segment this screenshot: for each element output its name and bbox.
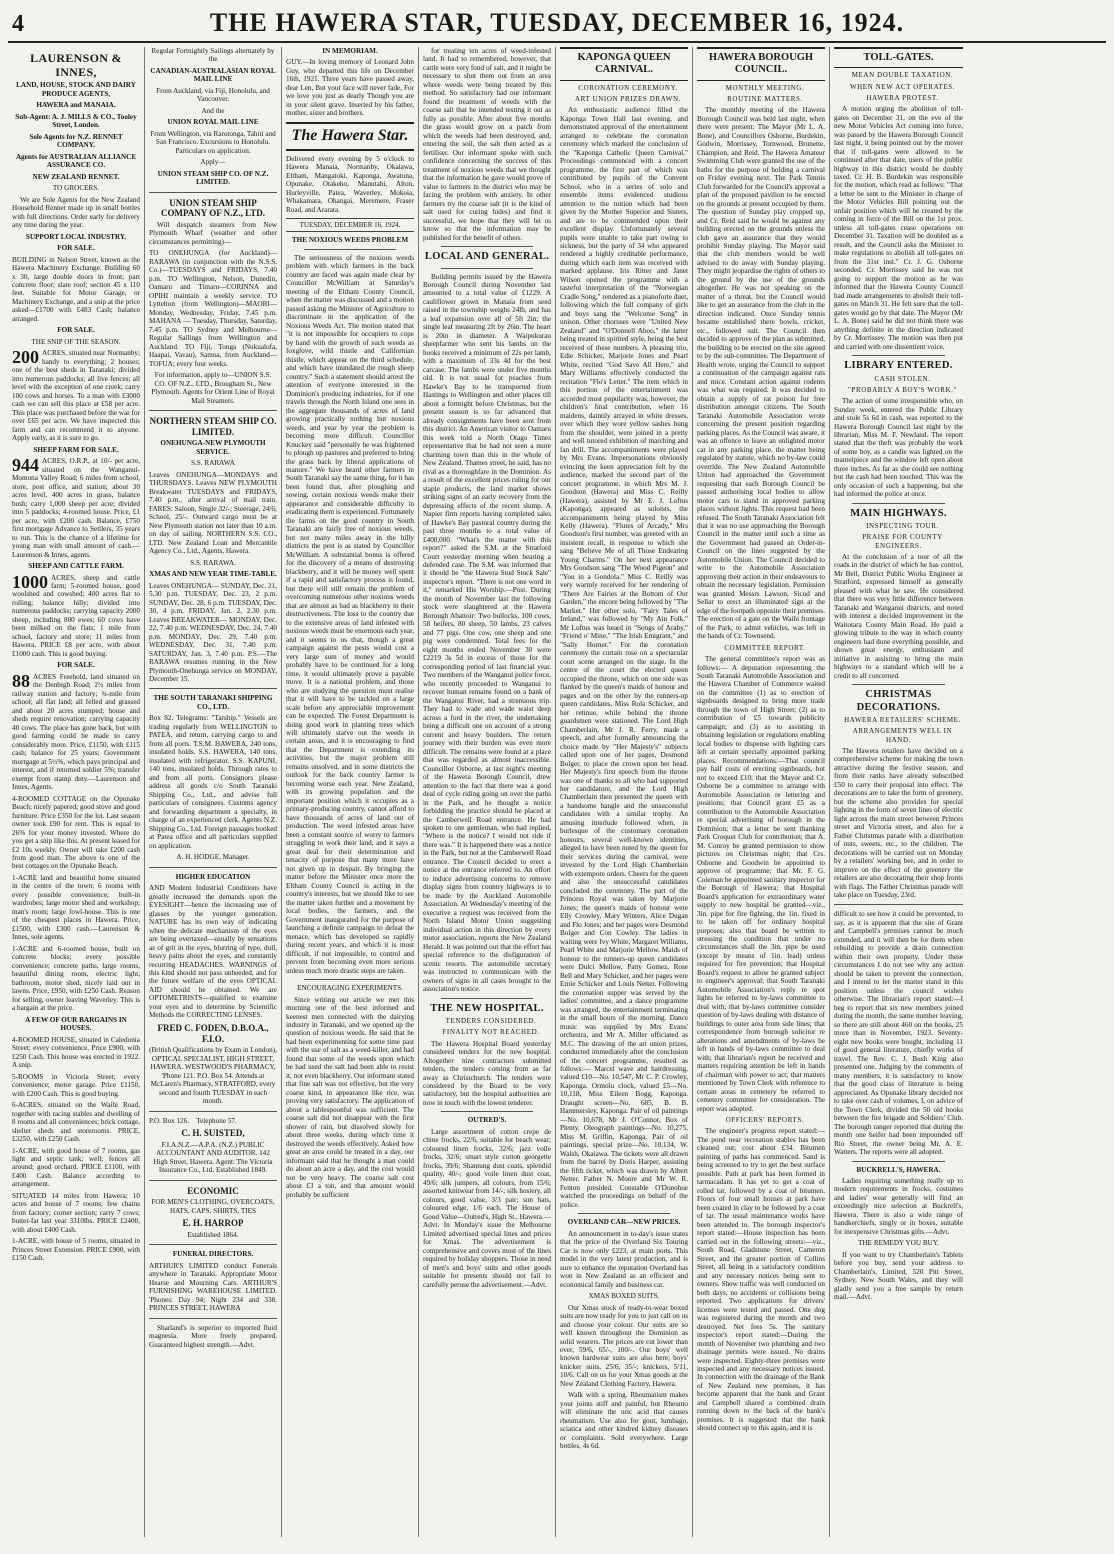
funeral-text: ARTHUR'S LIMITED conduct Funerals anywhere in Taranaki. Appropriate Motor Hearse and Mourning Cars. ARTHUR'S FURNISHING WAREHOUSE LIMITED. 'Phones: Day 94; Night 234 and 338. PRINCES STREET, HAWERA <box>149 1261 277 1313</box>
christmas-heading: CHRISTMAS DECORATIONS. <box>856 689 941 713</box>
newspaper-title: THE HAWERA STAR, TUESDAY, DECEMBER 16, 1924. <box>209 8 905 37</box>
xmas-suits-heading: XMAS BOXED SUITS. <box>588 1292 660 1301</box>
buckrell-heading: BUCKRELL'S, HAWERA. <box>856 1165 941 1174</box>
union-co: UNION STEAM SHIP CO. OF N.Z. LIMITED. <box>157 169 269 187</box>
acre-count: 1000 <box>12 571 48 592</box>
in-memoriam-heading: IN MEMORIAM. <box>322 47 378 55</box>
foden-heading: FRED C. FODEN, D.B.O.A., F.I.O. <box>157 1022 269 1044</box>
acre-count: 944 <box>12 455 39 476</box>
star-delivery: Delivered every evening by 5 o'clock to Hawera Manaia, Normanby, Okaiawa, Eltham, Mangatoki, Kaponga, Awatuna, Opunake, Otakeho, Manutahi, Alton, Hurleyville, Patea, Waverley, Mokoia, Whakamara, Ohangai, Meremere, Fraser Road, and Ararata. <box>286 154 414 214</box>
northern-steam-ship-heading: NORTHERN STEAM SHIP CO. LIMITED. <box>149 416 277 437</box>
for-sale-heading: FOR SALE. <box>57 326 95 335</box>
higher-education-text: AND Modern Industrial Conditions have greatly increased the demands upon the EYESIGHT—hence the increasing use of glasses by the younger generation. NATURE has its own way of indicating when the delicate mechanism of the eyes are being overtaxed—usually by sensations as of grit in the eyes, blurring of type, dull, heavy pains about the eyes, and constantly recurring HEADACHES. WARNINGS of this kind should not pass unheeded, and for the future welfare of the eyes OPTICAL AID should be obtained. We are OPTOMETRISTS—qualified to examine your eyes and to determine by Scientific Methods the CORRECTING LENSES. <box>149 884 277 1020</box>
stsc-text: Box 82. Telegrams: "Tarship." Vessels are trading regularly from WELLINGTON to PATEA, and return, carrying cargo to and from all ports. T.S.M. HAWERA, 240 tons, insulated holds. S.S. HAWERA, 140 tons, insulated with refrigerator. S.S. KAPUNI, 140 tons, insulated holds. Through rates to and from all ports. Consignors please address all goods c/o South Taranaki Shipping Co., Ltd., and advise full particulars of consignees. Customs agency and forwarding department a specialty, in charge of an experienced clerk. Agents N.Z. Shipping Co., Ltd. Foreign passages booked at Patea office and all particulars supplied on application. <box>149 714 277 850</box>
column-6: HAWERA BOROUGH COUNCIL. MONTHLY MEETING. ROUTINE MATTERS. The monthly meeting of the Hawera Borough Council was held last night, when there were present: The Mayor (Mr L. A. Bone), and Councillors Osborne, Burdekin, Godwin, Morrissey, Tornwood, Brunette, Champion, and Reid. The Hawera Amateur Swimming Club were granted the use of the baths for the purpose of holding a carnival on Friday evening next. The Park Tennis Club forwarded for the Council's approval a plan of the proposed pavilion to be erected on the grounds at present occupied by them. The question of Sunday play cropped up, and Cr. Reid said he would be against any building erected on the grounds unless the club gave an assurance that they would prohibit Sunday playing. The Mayor said that the club members would be well advised to do away with Sunday playing. They might jeopardise the rights of others to the ground by the use of the grounds altogether. He was not speaking on the matter of a threat, but the Council would like to get an assurance from the club in the direction indicated. Once Sunday tennis became established there bowls, cricket, etc., followed suit. The Council then decided to approve of the plan as submitted, the building to be erected on the site agreed to by the sub-committee. The Department of Health wrote, urging the Council to support a continuation of the campaign against rats and mice. Constant action against rodents was what was required. It was decided to obtain a supply of rat poison for free distribution amongst citizens. The South Taranaki Automobile Association wrote concerning the present position regarding parking places. As the Council was aware, it was an offence to leave an unlighted motor car in any parking place, the matter being regulated by statute, which no by-law could override. The New Zealand Automobile Union had approached the Government requesting that each Borough Council be passed authorising local bodies to allow motor cars to stand in approved parking places without lights. This request had been refused. The South Taranaki Association felt that it was no use approaching the Borough Council in the matter until such a time as the Government had passed an Order-in-Council on the lines suggested by the Automobile Union. The Council decided to write to the Automobile Association approving their action in their endeavours to obtain the necessary legislation. Permission was granted Messrs Lawson, Sicod and Sellar to erect an illuminated sign at the edge of the footpath opposite their premises. The erection of a gate on the Waihi frontage of the Park, to admit vehicles, was left in the hands of Cr. Townsend. COMMITTEE REPORT. The general committee's report was as follows:— A deputation representing the South Taranaki Automobile Association and the Hawera Chamber of Commerce waited on the committee (1) as to erection of signboards designed to bring more trade through the town of High Street; (2) as to contribution of £5 towards publicity campaign; and (3) as to assisting in obtaining legislation or regulations enabling local bodies to dispense with lighting cars left at certain specially appointed parking places. Recommendations:—That council pay half costs of erecting signboards, but not to exceed £10; that the Mayor and Cr. Osborne be a committee to arrange with Automobile Association re lettering and positions; that Council grant £5 as a contribution to the Automobile Association re special advertising of borough in the Dominion; that a letter be sent thanking Park Croquet Club for contribution; that A. M. Conroy be granted permission to show pictures on Christmas night; that Crs. Osborne and Goodwin be appointed to approve of programme; that Mr. F. G. Coleman be appointed sanitary inspector for the Borough of Hawera; that Hospital Board's application for extraordinary water supply to new hospital be granted—viz., 3in. pipe for fire fighting, the 1in. fixed in to be taken off for ordinary hospital purposes; also that board be written to stressing the condition that under no circumstances shall the 3in. pipe be used (except by means of 1in. lead) unless required for fire prevention; that Hospital Board's request to allow he granted subject to engineer's approval; that South Taranaki Automobile Association's reply re spot lights be referred to by-laws committee to deal with; that by-laws committee consider question of by-laws dealing with distance of buildings to outer area from side lines; that correspondence from borough solicitor re alterations and amendments of by-laws be left in hands of by-laws committee to deal with; that librarian's report be received and matters requiring attention be left in hands of chairman with power to act; that matters mentioned by Town Clerk with reference to certain areas in cemetery be referred to cemetery committee for consideration. The report was adopted. OFFICERS' REPORTS. The engineer's progress report stated:—The pond near recreation stables has been cleaned out; cost about £34. Bitumen painting of paths has commenced. Sand is being screened to try to get the best surface possible. Path at park has been formed in tarmacadam. It has yet to get a coat of rolled tar, followed by a coat of bitumen. Floors of four small houses at park have been coated in clay to be followed by a coat of tar. The usual maintenance works have been attended to. The borough inspector's report stated:—House inspection has been carried out in the following streets:—viz., South Road, Gladstone Street, Cameron Street, and the greater portion of Collins Street, all being in a satisfactory condition and any necessary notices being sent to owners. Show traffic was well conducted on both days, no accidents or collisions being reported. Two applications for drivers' licenses were tested and passed. One dog was registered during the month and two destroyed. Net fees 5s. The sanitary inspector's report stated:—During the month of November two plumbing and two drainage permits were issued. No drains were inspected. Eighty-three premises were inspected and any necessary notices issued. In connection with the drainage of the Bank of New Zealand new premises, it has become apparent that the bank and Grant and Campbell shared a combined drain running down to the back of the bank's premises. It is suggested that the bank should connect up to this again, and it is <box>693 47 830 1537</box>
outreds-advt: Large assortment of cotton crepe de chine frocks, 22/6, suitable for beach wear; coloured linen frocks, 32/6; jazz voile frocks, 32/6; smart style cotton georgette frocks, 39/6; Shantung dust coats, splendid quality, 40/-; good voile linen dust coat, 49/6; silk jumpers, all colours, from 15/6; assorted knitwear from 14/-; silk hosiery, all colours, good value, 3/3 pair; sun hats, coloured edge, 1/6 each. The House of Good Value—Outred's, High St., Hawera.—Advt. In Monday's issue the Melbourne Limited advertised special lines and prices for Xmas. The advertisement is comprehensive and covers most of the lines required by holiday shoppers. Those in need of men's and boys' suits and other goods suitable for presents should not fail to carefully peruse the advertisement.—Advt. <box>423 1127 551 1289</box>
acre-count: 200 <box>12 347 39 368</box>
officers-report-continued: difficult to see how it could be prevented, to say, as it is apparent that the site of Grant and Campbell's premises cannot be much extended, and it will then be for them when rebuilding to provide a drain connection within their own property. Under these circumstances I do not see why any action should be taken to prevent the connection, and I intend to let the matter stand in this position unless the council wishes otherwise. The librarian's report stated:—I beg to report that six new members joined during the month, the same number leaving, so there are still about 460 on the books, 25 more than in November, 1923. Seventy-eight new books were bought, including 11 of good general literature, chiefly works of travel. The Rev. C. J. Bush King also presented one. Judging by the comments of many members, it is satisfactory to know that the good class of literature is being appreciated. As Opunake library decided not to take over cash of volumes, I, on advice of the Town Clerk, divided the 50 old books between the fire brigade and Soldiers' Club. The borough ranger reported that during the month one heifer had been impounded off Rio Street, the owner being Mr. A. E. Watters. The reports were all adopted. <box>834 910 963 1157</box>
higher-education-heading: HIGHER EDUCATION <box>175 872 251 881</box>
masthead <box>8 8 1106 43</box>
union-royal-line: UNION ROYAL MAIL LINE <box>167 118 259 127</box>
listing-88-acres: 88 ACRES Freehold, land situated on the Denbigh Road; 2½ miles from railway station and factory; ¾-mile from school; all flat land; all felled and grassed and about 20 acres stumped; house and sheds require renovation; carrying capacity 40 cows. The place has gone back, but with good farming could be made to carry considerably more. Price, £1150, with £115 cash; balance for 25 years; Government mortgage at 5½%, which pays principal and interest, and if returned soldier 5%; transfer exempt from stamp duty.—Laurenson and Innes, Agents. <box>12 670 140 792</box>
for-sale-heading: FOR SALE. <box>57 244 95 253</box>
listing-944-acres: 944 ACRES, O.R.P., at 10/- per acre, situated on the Wanganui-Momona Valley Road; 6 miles from school, store, post office, and station; about 30 acres level, 400 acres in grass, balance bush; carry 1,000 sheep per acre; divided into 5 paddocks; 4-roomed house. Price, £1 per acre, with £200 cash. Balance, £750 first mortgage Advance to Settlers, 35 years to run. This is the chance of a lifetime for young man with small amount of cash.—Laurenson & Innes, agents. <box>12 455 140 559</box>
committee-report: The general committee's report was as follows:— A deputation representing the South Taranaki Automobile Association and the Hawera Chamber of Commerce waited on the committee (1) as to erection of signboards designed to bring more trade through the town of High Street; (2) as to contribution of £5 towards publicity campaign; and (3) as to assisting in obtaining legislation or regulations enabling local bodies to dispense with lighting cars left at certain specially appointed parking places. Recommendations:—That council pay half costs of erecting signboards, but not to exceed £10; that the Mayor and Cr. Osborne be a committee to arrange with Automobile Association re lettering and positions; that Council grant £5 as a contribution to the Automobile Association re special advertising of borough in the Dominion; that a letter be sent thanking Park Croquet Club for contribution; that A. M. Conroy be granted permission to show pictures on Christmas night; that Crs. Osborne and Goodwin be appointed to approve of programme; that Mr. F. G. Coleman be appointed sanitary inspector for the Borough of Hawera; that Hospital Board's application for extraordinary water supply to new hospital be granted—viz., 3in. pipe for fire fighting, the 1in. fixed in to be taken off for ordinary hospital purposes; also that board be written to stressing the condition that under no circumstances shall the 3in. pipe be used (except by means of 1in. lead) unless required for fire prevention; that Hospital Board's request to allow he granted subject to engineer's approval; that South Taranaki Automobile Association's reply re spot lights be referred to by-laws committee to deal with; that by-laws committee consider question of by-laws dealing with distance of buildings to outer area from side lines; that correspondence from borough solicitor re alterations and amendments of by-laws be left in hands of by-laws committee to deal with; that librarian's report be received and matters requiring attention be left in hands of chairman with power to act; that matters mentioned by Town Clerk with reference to certain areas in cemetery be referred to cemetery committee for consideration. The report was adopted. <box>697 655 825 1113</box>
listing-house: 6-ACRES, situated on the Waihi Road, together with racing stables and dwelling of 8 rooms and all conveniences; brick cottage, shelter sheds and storerooms. PRICE, £3250, with £250 Cash. <box>12 1101 140 1144</box>
kaponga-article: An enthusiastic audience filled the Kaponga Town Hall last evening, and demonstrated approval of the entertainment arranged to celebrate the coronation ceremony which marked the conclusion of the "Kaponga Catholic Queen Carnival." Proceedings commenced with a concert programme, the first part of which was contributed by pupils of the Convent School, who in a series of solo and ensemble items evidenced studious attention to the tuition which had been given by the Mother Superior and Sisters, and are to be commended upon their excellent display. Unfortunately several pupils were unable to take part owing to sickness, but the party of 34 who appeared rendered a highly creditable performance, during which each item was received with marked applause. Iris Ritter and Janet Wilson opened the programme with a tasteful interpretation of the "Norwegian Cradle Song," rendered as a pianoforte duet, following which the full company of girls and boys sang the "Welcome Song" in unison. Other choruses were "United New Zealand" and "O'Donnell Aboo," the latter being treated in spirited style, being the best received of these numbers. A pleasing trio, Edie Schicker, Marjorie Jones and Pearl White, recited "God Save All Here," and Mary Williams effectively conducted the recitation "Flo's Letter." The item which in this portion of the entertainment was accorded most popularity was, however, the children's final contribution, when 16 maidens, daintily arrayed in white dresses, over which they wore yellow sashes hung from the shoulder, were joined in a pretty and well tutored exhibition of marching and fan drill. The accompaniments were played by Mrs Evans. Impersonations obviously evincing the keen appreciation felt by the audience, marked the second part of the concert programme, in which Mrs M. J. Goodson (Hawera) and Miss C. Reilly (Hawera), assisted by Mr E. J. Loftus (Kaponga), appeared as soloists, the accompaniments being played by Miss Kelly (Hawera). "Flutes of Arcady," Mrs Goodson's first number, was greeted with an insistent recall, in response to which she sang "Believe Me of all Those Endearing Young Charms." On her next appearance Mrs Goodson sang "The Wood Pigeon" and "You in a Gondola." Miss C. Reilly was very warmly received for her rendering of "There Are Fairies at the Bottom of Our Garden," the encore being followed by "The Market." Her other solo, "Fairy Tales of Ireland," was followed by "My Ain Folk." Mr Loftus was heard in "Songs of Araby," "Friend o' Mine," "The Irish Emigrant," and "Sally Horner." For the coronation ceremony the curtain rose on a spectacular court scene arranged on the stage. In the centre of the court the elected queen occupied the throne, which on one side was flanked by the queen's maids of honour and pages and on the other by the runners-up queen candidates, Miss Rola Schicker, and her retinue, while behind the throne guardsmen were stationed. The Lord High Chamberlain, Mr J. R. Ferry, made a speech, and after formally announcing the choice made by "Her Majesty's" subjects called upon one of her pages, Desmond Bolger, to place the crown upon her head. Her Majesty's first speech from the throne was one of thanks to all who had supported her candidature, and the Lord High Chamberlain then presented the queen with a handsome bangle and the unsuccessful candidates with a similar trophy. An amusing interlude followed when, in burlesque of the customary coronation honours, several well-known identities, alleged to have been noted by the queen for their services during the carnival, were invested by the Lord High Chamberlain with extempore orders. Cheers for the queen and also the unsuccessful candidates concluded the ceremony. The part of the Princess Royal was taken by Marjorie Jones; the queen's maids of honour were Elly Crowley, Mary Winters, Alice Dugan and Flo Jones; and her pages were Desmond Bolger and Con Cowley. The ladies in waiting were Ivy White, Margaret Williams, Pearl White and Marjorie Mellow. Maids of honour to the runners-up queen candidates were Dulci Mellow, Patty Gomez, Rose Bell and Mary Schicker, and her pages were Ernie Schicker and Louis Netter. Following the coronation supper was served by the ladies' committee, and a dance programme was arranged, the entertainment terminating in the small hours of the morning. Dance music was supplied by Mrs Evans' orchestra, and Mr A. Miller officiated as M.C. The drawing of the art union prizes, conducted immediately after the conclusion of the concert programme, resulted as follows:— Marcel wave and hairdressing, valued £10—No. 10,547, Mr C. P. Crowley, Kaponga. Ormolu clock, valued £5—No. 10,118, Miss Eileen Bogg, Kaponga. Draught screen—No. 685, B. B. Hammersley, Kaponga. Pair of oil paintings—No. 10,678, Mr J. O'Connor, Box of Plenty. Oleograph paintings—No. 10,275, Miss M. Griffin, Kaponga. Pair of oil paintings, special prize—No. 10,134, W. Walsh, Okaiawa. The tickets were all drawn from the barrel by Doris Harper, assisting the fifth ticket, which was drawn by Albert Netter. Father N. Moore and Mr W. R. Fenton presided. Constable O'Donohue watched the proceedings on behalf of the police. <box>560 106 688 1209</box>
christmas-article: The Hawera retailers have decided on a comprehensive scheme for making the town attractive during the festive season, and from their ranks have already subscribed £50 to carry their proposal into effect. The decorations are to take the form of greenery, but the scheme also provides for special lighting in the form of seven lines of electric light across the main street between Princes street and Victoria street, and also for a Father Christmas parade with a distribution of nuts, sweets, etc., to the children. The decorations will be carried out on Monday by a retailers' working bee, and in order to improve on the effect of the greenery the retailers are also decorating their shop fronts with flags. The Father Christmas parade will take place on Tuesday, 23rd. <box>834 746 963 899</box>
column-1 <box>8 47 145 1537</box>
listing-acre-house: 1-ACRE and 6-roomed house, built on concrete blocks; every possible convenience; concrete paths, large rooms, beautiful dining room, electric light, bathroom, motor shed, nicely laid out in lawns. Price, £950, with £250 Cash. Reason for selling, owner leaving Waverley. This is a bargain at the price. <box>12 944 140 1013</box>
foden-text: (British Qualifications by Exam in London), OPTICAL SPECIALIST, HIGH STREET, HAWERA. WESTWOOD'S PHARMACY, 'Phone 121. P.O. Box 54. Attends at McLaren's Pharmacy, STRATFORD, every second and fourth TUESDAY in each month. <box>149 1046 277 1106</box>
page-number: 4 <box>12 11 24 37</box>
weeds-continued: for treating ten acres of weed-infested land. It had to remembered, however, that cattle were very fond of salt, and it might be necessary to shut them out from an area where weeds were being treated by this method. So satisfactory had our informant found the treatment of weeds with the coarse salt that he intended testing it out as fully as possible. After about five months the grass would grow on a patch from which the weeds had been destroyed, and, entering the soil, the salt then acted as a fertiliser. Our informant spoke with such confidence concerning the success of this treatment of noxious weeds that we thought that the information he gave would prove of value to farmers in the district who may be facing the problem with anxiety. In other farmers try the coarse salt (it is the kind of salt used for curing hides) and find it successful, we hope that they will let us know so that the information may be published for the benefit of others. <box>423 47 551 242</box>
weeds-heading: THE NOXIOUS WEEDS PROBLEM <box>291 236 409 245</box>
column-5: KAPONGA QUEEN CARNIVAL. CORONATION CEREMONY. ART UNION PRIZES DRAWN. An enthusiastic audience filled the Kaponga Town Hall last evening, and demonstrated approval of the entertainment arranged to celebrate the coronation ceremony which marked the conclusion of the "Kaponga Catholic Queen Carnival." Proceedings commenced with a concert programme, the first part of which was contributed by pupils of the Convent School, who in a series of solo and ensemble items evidenced studious attention to the tuition which had been given by the Mother Superior and Sisters, and are to be commended upon their excellent display. Unfortunately several pupils were unable to take part owing to sickness, but the party of 34 who appeared rendered a highly creditable performance, during which each item was received with marked applause. Iris Ritter and Janet Wilson opened the programme with a tasteful interpretation of the "Norwegian Cradle Song," rendered as a pianoforte duet, following which the full company of girls and boys sang the "Welcome Song" in unison. Other choruses were "United New Zealand" and "O'Donnell Aboo," the latter being treated in spirited style, being the best received of these numbers. A pleasing trio, Edie Schicker, Marjorie Jones and Pearl White, recited "God Save All Here," and Mary Williams effectively conducted the recitation "Flo's Letter." The item which in this portion of the entertainment was accorded most popularity was, however, the children's final contribution, when 16 maidens, daintily arrayed in white dresses, over which they wore yellow sashes hung from the shoulder, were joined in a pretty and well tutored exhibition of marching and fan drill. The accompaniments were played by Mrs Evans. Impersonations obviously evincing the keen appreciation felt by the audience, marked the second part of the concert programme, in which Mrs M. J. Goodson (Hawera) and Miss C. Reilly (Hawera), assisted by Mr E. J. Loftus (Kaponga), appeared as soloists, the accompaniments being played by Miss Kelly (Hawera). "Flutes of Arcady," Mrs Goodson's first number, was greeted with an insistent recall, in response to which she sang "Believe Me of all Those Endearing Young Charms." On her next appearance Mrs Goodson sang "The Wood Pigeon" and "You in a Gondola." Miss C. Reilly was very warmly received for her rendering of "There Are Fairies at the Bottom of Our Garden," the encore being followed by "The Market." Her other solo, "Fairy Tales of Ireland," was followed by "My Ain Folk." Mr Loftus was heard in "Songs of Araby," "Friend o' Mine," "The Irish Emigrant," and "Sally Horner." For the coronation ceremony the curtain rose on a spectacular court scene arranged on the stage. In the centre of the court the elected queen occupied the throne, which on one side was flanked by the queen's maids of honour and pages and on the other by the runners-up queen candidates, Miss Rola Schicker, and her retinue, while behind the throne guardsmen were stationed. The Lord High Chamberlain, Mr J. R. Ferry, made a speech, and after formally announcing the choice made by "Her Majesty's" subjects called upon one of her pages, Desmond Bolger, to place the crown upon her head. Her Majesty's first speech from the throne was one of thanks to all who had supported her candidature, and the Lord High Chamberlain then presented the queen with a handsome bangle and the unsuccessful candidates with a similar trophy. An amusing interlude followed when, in burlesque of the customary coronation honours, several well-known identities, alleged to have been noted by the queen for their services during the carnival, were invested by the Lord High Chamberlain with extempore orders. Cheers for the queen and also the unsuccessful candidates concluded the ceremony. The part of the Princess Royal was taken by Marjorie Jones; the queen's maids of honour were Elly Crowley, Mary Winters, Alice Dugan and Flo Jones; and her pages were Desmond Bolger and Con Cowley. The ladies in waiting were Ivy White, Margaret Williams, Pearl White and Marjorie Mellow. Maids of honour to the runners-up queen candidates were Dulci Mellow, Patty Gomez, Rose Bell and Mary Schicker, and her pages were Ernie Schicker and Louis Netter. Following the coronation supper was served by the ladies' committee, and a dance programme was arranged, the entertainment terminating in the small hours of the morning. Dance music was supplied by Mrs Evans' orchestra, and Mr A. Miller officiated as M.C. The drawing of the art union prizes, conducted immediately after the conclusion of the concert programme, resulted as follows:— Marcel wave and hairdressing, valued £10—No. 10,547, Mr C. P. Crowley, Kaponga. Ormolu clock, valued £5—No. 10,118, Miss Eileen Bogg, Kaponga. Draught screen—No. 685, B. B. Hammersley, Kaponga. Pair of oil paintings—No. 10,678, Mr J. O'Connor, Box of Plenty. Oleograph paintings—No. 10,275, Miss M. Griffin, Kaponga. Pair of oil paintings, special prize—No. 10,134, W. Walsh, Okaiawa. The tickets were all drawn from the barrel by Doris Harper, assisting the fifth ticket, which was drawn by Albert Netter. Father N. Moore and Mr W. R. Fenton presided. Constable O'Donohue watched the proceedings on behalf of the police. OVERLAND CAR—NEW PRICES. An announcement in to-day's issue states that the price of the Overland Six Touring Car is now only £223, at main ports. This model in the very latest production, and is sure to enhance the reputation Overland has won in New Zealand as an efficient and economical family and business car. XMAS BOXED SUITS. Our Xmas stock of ready-to-wear boxed suits are now ready for you to just call on us and choose your colour. Our suits are so well known throughout the Dominion as solid wearers. The prices are cut lower than ever, 59/6, 65/-, 100/-. Our boys' well known hardwear suits are also here; boys' knicker suits, 25/6, 35/-; knickers, 5/11, 10/6. Call on us for your Xmas goods at the New Zealand Clothing Factory, Hawera. Walk with a spring. Rheumatism makes your joints stiff and painful, but Rheumo will eliminate the uric acid that causes rheumatism. Use also for gout, lumbago, sciatica and other kindred kidney diseases or complaints. Sold everywhere. Large bottles, 4s 6d. <box>556 47 693 1537</box>
xmas-timetable: Leaves ONEHUNGA— SUNDAY, Dec. 21, 5.30 p.m. TUESDAY, Dec. 23, 2 p.m. SUNDAY, Dec. 28, 6 p.m. TUESDAY, Dec. 30, 4 p.m. FRIDAY, Jan. 2, 2.30 p.m. Leaves BREAKWATER— MONDAY, Dec. 22, 7.40 p.m. WEDNESDAY, Dec. 24, 7.40 p.m. MONDAY, Dec. 29, 7.40 p.m. WEDNESDAY, Dec. 31, 7.40 p.m. SATURDAY, Jan. 3, 7.40 p.m. P.S.—The RARAWA resumes running in the New Plymouth-Onehunga service on MONDAY, December 15. <box>149 581 277 683</box>
south-taranaki-heading: THE SOUTH TARANAKI SHIPPING CO., LTD. <box>153 694 273 711</box>
building-listing: BUILDING in Nelson Street, known as the Hawera Machinery Exchange. Building 60 x 30, large double doors in front; part concrete floor; slate roof; section 45 x 110 feet. Suitable for Motor Garage, or Machinery Exchange, and a snip at the price asked—£1700 with £483 Cash; balance arranged. <box>12 255 140 323</box>
canadian-text: From Auckland, via Fiji, Honolulu, and Vancouver. <box>156 86 270 104</box>
hodge-manager: A. H. HODGE, Manager. <box>176 853 250 862</box>
library-article: The action of some irresponsible who, on Sunday week, entered the Public Library and stole 5s 6d in cash, was reported to the Hawera Borough Council last night by the librarian, Miss M. F. Newland. The report stated that the theft was probably the work of some boy, as a candle was lighted on the mantelpiece and the window left open about three inches. As far as she could see nothing but the cash had been touched. This was the only occasion of such a happening, but she had informed the police at once. <box>834 397 963 499</box>
toll-gates-heading: TOLL-GATES. <box>834 47 963 68</box>
sheep-cattle-heading: SHEEP AND CATTLE FARM. <box>28 562 124 571</box>
highways-heading: MAIN HIGHWAYS. <box>850 507 947 519</box>
column-7: TOLL-GATES. MEAN DOUBLE TAXATION. WHEN NEW ACT OPERATES. HAWERA PROTEST. A motion urging the abolition of toll-gates on December 31, on the eve of the new Motor Vehicles Act coming into force, was passed by the Hawera Borough Council last night, it being pointed out by the mover that if toll-gates were allowed to be continued after that date, users of the public highway in this district would be doubly taxed. Cr. H. B. Burdekin was responsible for the motion, which read as follows: "That a letter be sent to the Minister in charge of the Motor Vehicles Bill pointing out the unfair position which will be created by the coming in force of the Bill on the 1st prox. unless all toll-gates cease operations on December 31. Taxation will be doubled as a result, and the Council asks the Minister to make regulations to abolish all toll-gates on from the 31st inst." Cr. J. G. Osborne seconded. Cr. Morrissey said he was not going to support the motion as he was informed that the Hawera County Council had made arrangements to abolish their toll-gates on March 31. He felt sure that the toll-gates would go by that date. The Mayor (Mr L. A. Bone) said he did not think there was anything definite in the direction indicated by Cr. Morrissey. The motion was then put and carried with one dissentient voice. LIBRARY ENTERED. CASH STOLEN. "PROBABLY A BOY'S WORK." The action of some irresponsible who, on Sunday week, entered the Public Library and stole 5s 6d in cash, was reported to the Hawera Borough Council last night by the librarian, Miss M. F. Newland. The report stated that the theft was probably the work of some boy, as a candle was lighted on the mantelpiece and the window left open about three inches. As far as she could see nothing but the cash had been touched. This was the only occasion of such a happening, but she had informed the police at once. MAIN HIGHWAYS. INSPECTING TOUR. PRAISE FOR COUNTY ENGINEERS. At the conclusion of a tour of all the roads in the district of which he has control, Mr Bell, District Public Works Engineer at Stratford, expressed himself as generally pleased with what he saw. He considered that there was very little difference between Taranaki and Wanganui districts, and noted with interest a decided improvement in the Waitotara County Main Road. He paid a glowing tribute to the way in which county engineers had done everything possible, and shown great energy, enthusiasm and initiative in assisting to bring the main highways to a standard which will be a credit to all concerned. CHRISTMAS DECORATIONS. HAWERA RETAILERS' SCHEME. ARRANGEMENTS WELL IN HAND. The Hawera retailers have decided on a comprehensive scheme for making the town attractive during the festive season, and from their ranks have already subscribed £50 to carry their proposal into effect. The decorations are to take the form of greenery, but the scheme also provides for special lighting in the form of seven lines of electric light across the main street between Princes street and Victoria street, and also for a Father Christmas parade with a distribution of nuts, sweets, etc., to the children. The decorations will be carried out on Monday by a retailers' working bee, and in order to improve on the effect of the greenery the retailers are also decorating their shop fronts with flags. The Father Christmas parade will take place on Tuesday, 23rd. difficult to see how it could be prevented, to say, as it is apparent that the site of Grant and Campbell's premises cannot be much extended, and it will then be for them when rebuilding to provide a drain connection within their own property. Under these circumstances I do not see why any action should be taken to prevent the connection, and I intend to let the matter stand in this position unless the council wishes otherwise. The librarian's report stated:—I beg to report that six new members joined during the month, the same number leaving, so there are still about 460 on the books, 25 more than in November, 1923. Seventy-eight new books were bought, including 11 of good general literature, chiefly works of travel. The Rev. C. J. Bush King also presented one. Judging by the comments of many members, it is satisfactory to know that the good class of literature is being appreciated. As Opunake library decided not to take over cash of volumes, I, on advice of the Town Clerk, divided the 50 old books between the fire brigade and Soldiers' Club. The borough ranger reported that during the month one heifer had been impounded off Rio Street, the owner being Mr. A. E. Watters. The reports were all adopted. BUCKRELL'S, HAWERA. Ladies requiring something really up to modern requirements in frocks, costumes and ladies' wear generally will find an exceedingly nice selection at Buckrell's, Hawera. There is also a wide range of handkerchiefs, singly or in boxes, suitable for inexpensive Christmas gifts.—Advt. THE REMEDY YOU BUY. If you want to try Chamberlain's Tablets before you buy, send your address to Chamberlain's, Limited, 520 Pitt Street, Sydney, New South Wales, and they will gladly send you a free sample by return mail.—Advt. <box>830 47 967 1537</box>
committee-heading: COMMITTEE REPORT. <box>724 643 806 652</box>
star-title: The Hawera Star. <box>286 122 414 151</box>
nz-rennet: NEW ZEALAND RENNET. <box>32 172 120 181</box>
columns <box>8 47 1106 1537</box>
listing-1000-acres: 1000 ACRES, sheep and cattle farm; 5-roomed house, good woolshed and cowshed; 400 acres flat to rolling; balance hilly; divided into numerous paddocks; carrying capacity 2000 sheep, including 800 ewes; 60 cows have been milked on the flats; 1 mile from school, factory and store; 11 miles from Hawera. PRICE £8 per acre, with about £1000 cash. This is good buying. <box>12 571 140 658</box>
officers-heading: OFFICERS' REPORTS. <box>725 1116 805 1125</box>
new-hospital-article: The Hawera Hospital Board yesterday considered tenders for the new hospital. Altogether nine contractors submitted tenders, the tenders coming from as far away as Christchurch. The tenders were considered by the Board to be very satisfactory, but the hospital authorities are now in touch with the lowest tenderer. <box>423 1039 551 1107</box>
xmas-suits-advt: Our Xmas stock of ready-to-wear boxed suits are now ready for you to just call on us and choose your colour. Our suits are so well known throughout the Dominion as solid wearers. The prices are cut lower than ever, 59/6, 65/-, 100/-. Our boys' well known hardwear suits are also here; boys' knicker suits, 25/6, 35/-; knickers, 5/11, 10/6. Call on us for your Xmas goods at the New Zealand Clothing Factory, Hawera. <box>560 1303 688 1388</box>
usc-text: Will despatch steamers from New Plymouth Wharf (weather and other circumstances permitting)— <box>149 221 277 246</box>
newspaper-page <box>8 8 1106 1538</box>
weeds-article: The seriousness of the noxious weeds problem with which farmers in the back country are faced was again made clear by Councillor McWilliam at Saturday's meeting of the Eltham County Council, when the matter was discussed and a motion passed asking the Minister of Agriculture to discriminate in the application of the Noxious Weeds Act. The motion stated that "it is not impossible for occupiers to cope by hand with the growth of such weeds as foxglove, wild thistle and Californian thistle, which appear on the third schedule, and which have inundated the rough sheep country." Such a statement should arrest the attention of everyone interested in the Dominion's producing industries, for if one travels through the North Island one sees in the aggregate thousands of acres of land growing practically nothing but noxious weeds, and year by year the problem is becoming more difficult. Councillor Knuckey said "personally he was frightened to plough up pastures and preferred to bring the grass back by liberal applications of manure." We have heard other farmers in South Taranaki say the same thing, for it has been found that, after ploughing and sowing, certain noxious weeds make their appearance and considerable difficulty in eradicating them is experienced. Fortunately the farms on the good country in South Taranaki are fairly free of noxious weeds, but not many miles away in the hilly districts the pest is as stated by Councillor McWilliam. A substantial bonus is offered for the discovery of a means of destroying blackberry, and it will be money well spent if a rapid and satisfactory process is found, but there will still remain the problem of overcoming numerous other noxious weeds that are almost as bad as blackberry in their destructiveness. The loss to the country due to the extensive areas of land infested with noxious weeds must be enormous each year, and it seems to us that, though a great campaign against the pests would cost a very large sum of money and would probably have to be continued for a long time, it would ultimately prove a payable move. It is a national problem, and those who are studying the question must realise that it will have to be tackled on a large scale before any appreciable improvement can be expected. The Forest Department is doing good work in planting trees which will ultimately starve out the weeds in certain areas, and it is encouraging to find that the Department is extending its activities, but the major problem still remains unsolved, and in some districts the outlook for the back country farmer is becoming worse each year. New Zealand, with its growing population and the important position which it occupies as a primary-producing country, cannot afford to have thousands of acres of land out of production. The weed infested areas have been a constant source of worry to farmers struggling to work their land, and it says a great deal for their determination and tenacity of purpose that many more have not given up in despair. By bringing the matter before the Minister once more the Eltham County Council is acting in the country's interests, but we should like to see the matter taken further and a movement by local bodies, the farmers, and the Government inaugurated for the purpose of launching a definite campaign to defeat the menace, which has developed so rapidly during recent years, and which it is most difficult, if not impossible, to control and prevent from becoming even more serious unless much more drastic steps are taken. <box>286 253 414 975</box>
buckrell-advt: Ladies requiring something really up to modern requirements in frocks, costumes and ladies' wear generally will find an exceedingly nice selection at Buckrell's, Hawera. There is also a wide range of handkerchiefs, singly or in boxes, suitable for inexpensive Christmas gifts.—Advt. <box>834 1177 963 1236</box>
suisted-text: F.I.A.N.Z.—A.P.A. (N.Z.) PUBLIC ACCOUNTANT AND AUDITOR. 142 High Street, Hawera. Agent: The Victoria Insurance Co., Ltd. Established 1849. <box>153 1140 273 1175</box>
kaponga-heading: KAPONGA QUEEN CARNIVAL. <box>560 47 688 81</box>
sub-agent: Sub-Agent: A. J. MILLS & CO., Tooley Street, London. <box>15 112 137 130</box>
usc-info: For information, apply to—UNION S.S. CO. OF N.Z., LTD., Brougham St., New Plymouth. Agents for Orient Line of Royal Mail Steamers. <box>151 371 275 405</box>
local-general-heading: LOCAL AND GENERAL. <box>424 251 550 263</box>
to-grocers: TO GROCERS. <box>52 184 100 193</box>
column-4: for treating ten acres of weed-infested land. It had to remembered, however, that cattle were very fond of salt, and it might be necessary to shut them out from an area where weeds were being treated by this method. So satisfactory had our informant found the treatment of weeds with the coarse salt that he intended testing it out as fully as possible. After about five months the grass would grow on a patch from which the weeds had been destroyed, and, entering the soil, the salt then acted as a fertiliser. Our informant spoke with such confidence concerning the success of this treatment of noxious weeds that we thought that the information he gave would prove of value to farmers in the district who may be facing the problem with anxiety. In other farmers try the coarse salt (it is the kind of salt used for curing hides) and find it successful, we hope that they will let us know so that the information may be published for the benefit of others. LOCAL AND GENERAL. Building permits issued by the Hawera Borough Council during November last amounted to a total value of £1229. A cauliflower grown in Manaia from seed raised in the township weighs 24lb, and has a leaf expansion over all of 5ft 2in; the single leaf measuring 2ft by 26in. The heart is 20in in diameter. A Waipukurau sheepfarmer who sent his lambs on the hooks received a minimum of 22s per lamb, with a maximum of 33s 4d for the best carcase. The lambs were under five months old. It is not usual for peaches from Hawke's Bay to be transported from Hastings to Wellington and other places till about a fortnight before Christmas, but the present season is so far advanced that already consignments have been sent from this district. An American visitor to Oamaru this week told a North Otago Times representative that he had not seen a more charming town than this in the whole of New Zealand. Thames street, he said, has no rival as a thoroughfare in the Dominion. As a result of the excellent prices ruling for our staple products, the land market shows striking signs of an early recovery from the depressing effects of the recent slump. A Napier firm reports having completed sales of Hawke's Bay pastoral country during the past three months to a total value of £400,000. "What's the matter with this report?" asked the S.M. at the Stratford Court yesterday morning when hearing a defended case. The S.M. was informed that it should be "the Hawera Stud Stock Sale" inspector's report. "There is not one word in it," remarked His Worship.—Post. During the month of November last the following stock were slaughtered at the Hawera Borough Abattoir: Two bullocks, 100 cows, 58 heifers, 80 sheep, 50 lambs, 23 calves and 77 pigs. One cow, one sheep and one pig were condemned. Total fees for the eight months ended November 30 were £2219 3s 5d in excess of those for the corresponding period of last financial year. Two members of the Wanganui police force, who recently proceeded to Wanganui to recover human remains found on a bank of the Wanganui River, had a strenuous trip. They had to wade and wade waist deep across a ford in the river, the undertaking being a difficult one on account of a strong current and heavy boulders. The return journey with their burden was even more difficult. The remains were found at a place that was regarded as almost inaccessible. Councillor Osborne, at last night's meeting of the Hawera Borough Council, drew attention to the fact that there was a good deal of cycle riding going on over the paths in the Park, and he thought a notice forbidding the practice should be placed at the Camberwell Road entrance. He had spoken to one gentleman, who had replied, "Where is the notice? I would not ride if there was." It is happened there was a notice in the Park, but not at the Camberwell Road entrance. The Council decided to erect a notice at the entrance referred to. An effort to induce advertising concerns to remove display signs from country highways is to be made by the Auckland Automobile Association. At Wednesday's meeting of the executive a request was received from the North Island Motor Union suggesting individual action in this direction by every motor association, reports the New Zealand Herald. It was pointed out that the effort has special reference to the disfiguration of scenic resorts. The automobile secretary was instructed to communicate with the owners of signs in all cases brought to the association's notice. THE NEW HOSPITAL. TENDERS CONSIDERED. FINALITY NOT REACHED. The Hawera Hospital Board yesterday considered tenders for the new hospital. Altogether nine contractors submitted tenders, the tenders coming from as far away as Christchurch. The tenders were considered by the Board to be very satisfactory, but the hospital authorities are now in touch with the lowest tenderer. OUTRED'S. Large assortment of cotton crepe de chine frocks, 22/6, suitable for beach wear; coloured linen frocks, 32/6; jazz voile frocks, 32/6; smart style cotton georgette frocks, 39/6; Shantung dust coats, splendid quality, 40/-; good voile linen dust coat, 49/6; silk jumpers, all colours, from 15/6; assorted knitwear from 14/-; silk hosiery, all colours, good value, 3/3 pair; sun hats, coloured edge, 1/6 each. The House of Good Value—Outred's, High St., Hawera.—Advt. In Monday's issue the Melbourne Limited advertised special lines and prices for Xmas. The advertisement is comprehensive and covers most of the lines required by holiday shoppers. Those in need of men's and boys' suits and other goods suitable for presents should not fail to carefully peruse the advertisement.—Advt. <box>419 47 556 1537</box>
rennet-text: We are Sole Agents for the New Zealand Household Rennet made up in small bottles with full directions. Order early for delivery any time during the year. <box>12 195 140 230</box>
firm-name: LAURENSON & INNES, <box>30 51 122 80</box>
in-memoriam-text: GUY.—In loving memory of Leonard John Guy, who departed this life on December 16th, 1921. Three years have passed away, dear Len, But your face will never fade, For we love you just as dearly Though you are in your silent grave. Inserted by his father, mother, sister and brothers. <box>286 58 414 118</box>
listing-cottage: 4-ROOMED COTTAGE on the Opunake Beach; nicely papered; good stove and good furniture. Price £350 for the lot. Last season owner took £90 for rent. This is equal to 26% for your money invested. Where do you get a snip like this. At present leased for £2 10s weekly. Owner will take £200 cash from good man. The above is one of the best cottages on the Opunake Beach. <box>12 794 140 871</box>
canadian-line: CANADIAN-AUSTRALASIAN ROYAL MAIL LINE <box>150 66 276 84</box>
snip-heading: THE SNIP OF THE SEASON. <box>31 337 121 346</box>
listing-house: 1-ACRE, with house of 5 rooms, situated in Princes Street Extension. PRICE £900, with £150 Cash. <box>12 1237 140 1263</box>
encouraging-article: Since writing our article we met this morning one of the best informed and keenest men connected with the dairying industry in Taranaki, and we opened up the question of noxious weeds. He said that he had been experimenting for some time past with the use of salt as a weed-killer, and had found that some of the weeds upon which he had used the salt had been able to resist it, not even blackberry. Our informant stated that fine salt was not effective, but the very coarse kind, in appearance like rice, was proving very satisfactory. The application of about a tablespoonful was sufficient. The coarse salt did not disappear with the first shower of rain, but dissolved slowly for about three weeks, during which time it destroyed the weeds effectively. Asked how great an area could be treated in a day, our informant said that he thought a man could do about an acre a day, and the cost would not be very heavy. The coarse salt cost about £3 a ton, and that amount would probably be sufficient <box>286 995 414 1199</box>
firm-lines: LAND, HOUSE, STOCK AND DAIRY PRODUCE AGENTS, <box>16 81 136 98</box>
officers-report: The engineer's progress report stated:—The pond near recreation stables has been cleaned out; cost about £34. Bitumen painting of paths has commenced. Sand is being screened to try to get the best surface possible. Path at park has been formed in tarmacadam. It has yet to get a coat of rolled tar, followed by a coat of bitumen. Floors of four small houses at park have been coated in clay to be followed by a coat of tar. The usual maintenance works have been attended to. The borough inspector's report stated:—House inspection has been carried out in the following streets:—viz., South Road, Gladstone Street, Cameron Street, and the greater portion of Collins Street, all being in a satisfactory condition and any necessary notices being sent to owners. Show traffic was well conducted on both days, no accidents or collisions being reported. Two applications for drivers' licenses were tested and passed. One dog was registered during the month and two destroyed. Net fees 5s. The sanitary inspector's report stated:—During the month of November two plumbing and two drainage permits were issued. No drains were inspected. Eighty-three premises were inspected and any necessary notices issued. In connection with the drainage of the Bank of New Zealand new premises, it has become apparent that the bank and Grant and Campbell shared a combined drain running down to the back of the bank's premises. It is suggested that the bank should connect up to this again, and it is <box>697 1127 825 1433</box>
library-heading: LIBRARY ENTERED. <box>844 360 953 372</box>
firm-place: HAWERA and MANAIA. <box>36 101 116 110</box>
column-3 <box>282 47 419 1537</box>
dateline: TUESDAY, DECEMBER 16, 1924. <box>286 218 414 232</box>
xmas-timetable-heading: XMAS AND NEW YEAR TIME-TABLE. <box>149 570 277 579</box>
outreds-heading: OUTRED'S. <box>467 1116 507 1125</box>
encouraging-heading: ENCOURAGING EXPERIMENTS. <box>297 984 403 993</box>
listing-200-acres: 200 ACRES, situated near Normanby; handy to everything; 2 houses; one of the best sheds in Taranaki; divided into numerous paddocks; all live fences; all level with the exception of one creek; carry 100 cows and horses. To a man with £3000 cash we can sell this place at £58 per acre. This place was purchased before the war for over £65 per acre. We have inspected this farm and can recommend it to anyone. Apply early, as it is sure to go. <box>12 347 140 443</box>
acre-count: 88 <box>12 670 30 691</box>
toll-gates-article: A motion urging the abolition of toll-gates on December 31, on the eve of the new Motor Vehicles Act coming into force, was passed by the Hawera Borough Council last night, it being pointed out by the mover that if toll-gates were allowed to be continued after that date, users of the public highway in this district would be doubly taxed. Cr. H. B. Burdekin was responsible for the motion, which read as follows: "That a letter be sent to the Minister in charge of the Motor Vehicles Bill pointing out the unfair position which will be created by the coming in force of the Bill on the 1st prox. unless all toll-gates cease operations on December 31. Taxation will be doubled as a result, and the Council asks the Minister to make regulations to abolish all toll-gates on from the 31st inst." Cr. J. G. Osborne seconded. Cr. Morrissey said he was not going to support the motion as he was informed that the Hawera County Council had made arrangements to abolish their toll-gates on March 31. He felt sure that the toll-gates would go by that date. The Mayor (Mr L. A. Bone) said he did not think there was anything definite in the direction indicated by Cr. Morrissey. The motion was then put and carried with one dissentient voice. <box>834 105 963 351</box>
local-general-article: Building permits issued by the Hawera Borough Council during November last amounted to a total value of £1229. A cauliflower grown in Manaia from seed raised in the township weighs 24lb, and has a leaf expansion over all of 5ft 2in; the single leaf measuring 2ft by 26in. The heart is 20in in diameter. A Waipukurau sheepfarmer who sent his lambs on the hooks received a minimum of 22s per lamb, with a maximum of 33s 4d for the best carcase. The lambs were under five months old. It is not usual for peaches from Hawke's Bay to be transported from Hastings to Wellington and other places till about a fortnight before Christmas, but the present season is so far advanced that already consignments have been sent from this district. An American visitor to Oamaru this week told a North Otago Times representative that he had not seen a more charming town than this in the whole of New Zealand. Thames street, he said, has no rival as a thoroughfare in the Dominion. As a result of the excellent prices ruling for our staple products, the land market shows striking signs of an early recovery from the depressing effects of the recent slump. A Napier firm reports having completed sales of Hawke's Bay pastoral country during the past three months to a total value of £400,000. "What's the matter with this report?" asked the S.M. at the Stratford Court yesterday morning when hearing a defended case. The S.M. was informed that it should be "the Hawera Stud Stock Sale" inspector's report. "There is not one word in it," remarked His Worship.—Post. During the month of November last the following stock were slaughtered at the Hawera Borough Abattoir: Two bullocks, 100 cows, 58 heifers, 80 sheep, 50 lambs, 23 calves and 77 pigs. One cow, one sheep and one pig were condemned. Total fees for the eight months ended November 30 were £2219 3s 5d in excess of those for the corresponding period of last financial year. Two members of the Wanganui police force, who recently proceeded to Wanganui to recover human remains found on a bank of the Wanganui River, had a strenuous trip. They had to wade and wade waist deep across a ford in the river, the undertaking being a difficult one on account of a strong current and heavy boulders. The return journey with their burden was even more difficult. The remains were found at a place that was regarded as almost inaccessible. Councillor Osborne, at last night's meeting of the Hawera Borough Council, drew attention to the fact that there was a good deal of cycle riding going on over the paths in the Park, and he thought a notice forbidding the practice should be placed at the Camberwell Road entrance. He had spoken to one gentleman, who had replied, "Where is the notice? I would not ride if there was." It is happened there was a notice in the Park, but not at the Camberwell Road entrance. The Council decided to erect a notice at the entrance referred to. An effort to induce advertising concerns to remove display signs from country highways is to be made by the Auckland Automobile Association. At Wednesday's meeting of the executive a request was received from the North Island Motor Union suggesting individual action in this direction by every motor association, reports the New Zealand Herald. It was pointed out that the effort has special reference to the disfiguration of scenic resorts. The automobile secretary was instructed to communicate with the owners of signs in all cases brought to the association's notice. <box>423 272 552 994</box>
agents-for: Agents for AUSTRALIAN ALLIANCE ASSURANCE CO. <box>15 152 137 170</box>
column-2: Regular Fortnightly Sailings alternately by the CANADIAN-AUSTRALASIAN ROYAL MAIL LINE From Auckland, via Fiji, Honolulu, and Vancouver. And the UNION ROYAL MAIL LINE From Wellington, via Rarotonga, Tahiti and San Francisco. Excursions to Honolulu. Particulars on application. Apply— UNION STEAM SHIP CO. OF N.Z. LIMITED. UNION STEAM SHIP COMPANY OF N.Z., LTD. Will despatch steamers from New Plymouth Wharf (weather and other circumstances permitting)— TO ONEHUNGA (for Auckland)—RARAWA (in conjunction with the N.S.S. Co.)—TUESDAYS and FRIDAYS, 7.40 p.m. TO Wellington, Nelson, Dunedin, Oamaru and Timaru—CORINNA and OPIHI maintain a weekly service. TO Lyttelton (from Wellington)—MAORI—Monday, Wednesday, Friday, 7.45 p.m. MAHANA — Tuesday, Thursday, Saturday, 7.45 p.m. TO Sydney and Melbourne—Regular Sailings from Wellington and Auckland. TO Fiji, Tonga (Nukualofa, Haapai, Vavau), Samoa, from Auckland—TOFUA; every four weeks. For information, apply to—UNION S.S. CO. OF N.Z., LTD., Brougham St., New Plymouth. Agents for Orient Line of Royal Mail Steamers. NORTHERN STEAM SHIP CO. LIMITED. ONEHUNGA-NEW PLYMOUTH SERVICE. S.S. RARAWA Leaves ONEHUNGA—MONDAYS and THURSDAYS. Leaves NEW PLYMOUTH Breakwater TUESDAYS and FRIDAYS, 7.40 p.m., after arrival of mail train. FARES: Saloon, Single 32/-; Steerage, 24/6; School, 25/-. Outward cargo must be at New Plymouth station not later than 10 a.m. on day of sailing. NORTHERN S.S. CO., LTD. New Zealand Loan and Mercantile Agency Co., Ltd., Agents, Hawera. S.S. RARAWA. XMAS AND NEW YEAR TIME-TABLE. Leaves ONEHUNGA— SUNDAY, Dec. 21, 5.30 p.m. TUESDAY, Dec. 23, 2 p.m. SUNDAY, Dec. 28, 6 p.m. TUESDAY, Dec. 30, 4 p.m. FRIDAY, Jan. 2, 2.30 p.m. Leaves BREAKWATER— MONDAY, Dec. 22, 7.40 p.m. WEDNESDAY, Dec. 24, 7.40 p.m. MONDAY, Dec. 29, 7.40 p.m. WEDNESDAY, Dec. 31, 7.40 p.m. SATURDAY, Jan. 3, 7.40 p.m. P.S.—The RARAWA resumes running in the New Plymouth-Onehunga service on MONDAY, December 15. THE SOUTH TARANAKI SHIPPING CO., LTD. Box 82. Telegrams: "Tarship." Vessels are trading regularly from WELLINGTON to PATEA, and return, carrying cargo to and from all ports. T.S.M. HAWERA, 240 tons, insulated holds. S.S. HAWERA, 140 tons, insulated with refrigerator. S.S. KAPUNI, 140 tons, insulated holds. Through rates to and from all ports. Consignors please address all goods c/o South Taranaki Shipping Co., Ltd., and advise full particulars of consignees. Customs agency and forwarding department a specialty, in charge of an experienced clerk. Agents N.Z. Shipping Co., Ltd. Foreign passages booked at Patea office and all particulars supplied on application. A. H. HODGE, Manager. HIGHER EDUCATION AND Modern Industrial Conditions have greatly increased the demands upon the EYESIGHT—hence the increasing use of glasses by the younger generation. NATURE has its own way of indicating when the delicate mechanism of the eyes are being overtaxed—usually by sensations as of grit in the eyes, blurring of type, dull, heavy pains about the eyes, and constantly recurring HEADACHES. WARNINGS of this kind should not pass unheeded, and for the future welfare of the eyes OPTICAL AID should be obtained. We are OPTOMETRISTS—qualified to examine your eyes and to determine by Scientific Methods the CORRECTING LENSES. FRED C. FODEN, D.B.O.A., F.I.O. (British Qualifications by Exam in London), OPTICAL SPECIALIST, HIGH STREET, HAWERA. WESTWOOD'S PHARMACY, 'Phone 121. P.O. Box 54. Attends at McLaren's Pharmacy, STRATFORD, every second and fourth TUESDAY in each month. P.O. Box 126. Telephone 57. C. H. SUISTED, F.I.A.N.Z.—A.P.A. (N.Z.) PUBLIC ACCOUNTANT AND AUDITOR. 142 High Street, Hawera. Agent: The Victoria Insurance Co., Ltd. Established 1849. ECONOMIC FOR MEN'S CLOTHING, OVERCOATS, HATS, CAPS, SHIRTS, TIES E. H. HARROP Established 1864. FUNERAL DIRECTORS. ARTHUR'S LIMITED conduct Funerals anywhere in Taranaki. Appropriate Motor Hearse and Mourning Cars. ARTHUR'S FURNISHING WAREHOUSE LIMITED. 'Phones: Day 94; Night 234 and 338. PRINCES STREET, HAWERA Sharland's is superior to imported fluid magnesia. More freely prepared. Guaranteed highest strength.—Advt. <box>145 47 282 1537</box>
union-steam-ship-heading: UNION STEAM SHIP COMPANY OF N.Z., LTD. <box>160 197 266 219</box>
listing-acre-home: 1-ACRE land and beautiful home situated in the centre of the town; 6 rooms with every possible convenience; built-in wardrobes; large motor shed and workshop; man's room; large fowl-house. This is one of the cheapest places in Hawera. Price, £1500, with £300 cash.—Laurenson & Innes, sole agents. <box>12 873 140 942</box>
remedy-heading: THE REMEDY YOU BUY. <box>858 1239 939 1248</box>
funeral-heading: FUNERAL DIRECTORS. <box>172 1250 254 1259</box>
for-sale-heading: FOR SALE. <box>57 661 95 670</box>
listing-house: SITUATED 14 miles from Hawera; 10 acres and house of 7 rooms; few chains from factory; corner section; carry 7 cows; butter-fat last year 3310lbs. PRICE £2400, with about £400 Cash. <box>12 1191 140 1234</box>
borough-council-article: The monthly meeting of the Hawera Borough Council was held last night, when there were present: The Mayor (Mr L. A. Bone), and Councillors Osborne, Burdekin, Godwin, Morrissey, Tornwood, Brunette, Champion, and Reid. The Hawera Amateur Swimming Club were granted the use of the baths for the purpose of holding a carnival on Friday evening next. The Park Tennis Club forwarded for the Council's approval a plan of the proposed pavilion to be erected on the grounds at present occupied by them. The question of Sunday play cropped up, and Cr. Reid said he would be against any building erected on the grounds unless the club gave an assurance that they would prohibit Sunday playing. The Mayor said that the club members would be well advised to do away with Sunday playing. They might jeopardise the rights of others to the ground by the use of the grounds altogether. He was not speaking on the matter of a threat, but the Council would like to get an assurance from the club in the direction indicated. Once Sunday tennis became established there bowls, cricket, etc., followed suit. The Council then decided to approve of the plan as submitted, the building to be erected on the site agreed to by the sub-committee. The Department of Health wrote, urging the Council to support a continuation of the campaign against rats and mice. Constant action against rodents was what was required. It was decided to obtain a supply of rat poison for free distribution amongst citizens. The South Taranaki Automobile Association wrote concerning the present position regarding parking places. As the Council was aware, it was an offence to leave an unlighted motor car in any parking place, the matter being regulated by statute, which no by-law could override. The New Zealand Automobile Union had approached the Government requesting that each Borough Council be passed authorising local bodies to allow motor cars to stand in approved parking places without lights. This request had been refused. The South Taranaki Association felt that it was no use approaching the Borough Council in the matter until such a time as the Government had passed an Order-in-Council on the lines suggested by the Automobile Union. The Council decided to write to the Automobile Association approving their action in their endeavours to obtain the necessary legislation. Permission was granted Messrs Lawson, Sicod and Sellar to erect an illuminated sign at the edge of the footpath opposite their premises. The erection of a gate on the Waihi frontage of the Park, to admit vehicles, was left in the hands of Cr. Townsend. <box>697 106 825 641</box>
sheep-farm-heading: SHEEP FARM FOR SALE. <box>33 445 119 454</box>
fortnightly-sailings: Regular Fortnightly Sailings alternately by the <box>151 47 275 64</box>
overland-heading: OVERLAND CAR—NEW PRICES. <box>567 1218 681 1227</box>
highways-article: At the conclusion of a tour of all the roads in the district of which he has control, Mr Bell, District Public Works Engineer at Stratford, expressed himself as generally pleased with what he saw. He considered that there was very little difference between Taranaki and Wanganui districts, and noted with interest a decided improvement in the Waitotara County Main Road. He paid a glowing tribute to the way in which county engineers had done everything possible, and shown great energy, enthusiasm and initiative in assisting to bring the main highways to a standard which will be a credit to all concerned. <box>834 552 963 680</box>
new-hospital-heading: THE NEW HOSPITAL. <box>430 1002 544 1014</box>
rheumo-advt: Walk with a spring. Rheumatism makes your joints stiff and painful, but Rheumo will eliminate the uric acid that causes rheumatism. Use also for gout, lumbago, sciatica and other kindred kidney diseases or complaints. Sold everywhere. Large bottles, 4s 6d. <box>560 1391 688 1451</box>
listing-house: 4-ROOMED HOUSE, situated in Caledonia Street; every convenience. Price £900, with £250 Cash. This house was erected in 1922. A snip. <box>12 1035 140 1070</box>
overland-article: An announcement in to-day's issue states that the price of the Overland Six Touring Car is now only £223, at main ports. This model in the very latest production, and is sure to enhance the reputation Overland has won in New Zealand as an efficient and economical family and business car. <box>560 1229 688 1289</box>
economic-heading: ECONOMIC <box>187 1185 239 1196</box>
onehunga-service: ONEHUNGA-NEW PLYMOUTH SERVICE. <box>160 439 266 456</box>
suisted-heading: C. H. SUISTED, <box>181 1128 245 1138</box>
sharland-advt: Sharland's is superior to imported fluid magnesia. More freely prepared. Guaranteed highest strength.—Advt. <box>149 1323 277 1349</box>
borough-council-heading: HAWERA BOROUGH COUNCIL. <box>697 47 825 81</box>
support-local: SUPPORT LOCAL INDUSTRY. <box>25 232 127 241</box>
listing-house: 1-ACRE, with good house of 7 rooms, gas light and septic tank; well; fences all around; good orchard. PRICE £1100, with £400 Cash. Balance according to arrangement. <box>12 1146 140 1189</box>
remedy-advt: If you want to try Chamberlain's Tablets before you buy, send your address to Chamberlain's, Limited, 520 Pitt Street, Sydney, New South Wales, and they will gladly send you a free sample by return mail.—Advt. <box>834 1250 963 1302</box>
usc-schedule: TO ONEHUNGA (for Auckland)—RARAWA (in conjunction with the N.S.S. Co.)—TUESDAYS and FRIDAYS, 7.40 p.m. TO Wellington, Nelson, Dunedin, Oamaru and Timaru—CORINNA and OPIHI maintain a weekly service. TO Lyttelton (from Wellington)—MAORI—Monday, Wednesday, Friday, 7.45 p.m. MAHANA — Tuesday, Thursday, Saturday, 7.45 p.m. TO Sydney and Melbourne—Regular Sailings from Wellington and Auckland. TO Fiji, Tonga (Nukualofa, Haapai, Vavau), Samoa, from Auckland—TOFUA; every four weeks. <box>149 249 277 368</box>
suisted-contact: P.O. Box 126. Telephone 57. <box>149 1116 237 1125</box>
listing-house: 5-ROOMS in Victoria Street; every convenience; motor garage. Price £1150, with £200 Cash. This is good buying. <box>12 1072 140 1098</box>
rarawa-text: Leaves ONEHUNGA—MONDAYS and THURSDAYS. Leaves NEW PLYMOUTH Breakwater TUESDAYS and FRIDAYS, 7.40 p.m., after arrival of mail train. FARES: Saloon, Single 32/-; Steerage, 24/6; School, 25/-. Outward cargo must be at New Plymouth station not later than 10 a.m. on day of sailing. NORTHERN S.S. CO., LTD. New Zealand Loan and Mercantile Agency Co., Ltd., Agents, Hawera. <box>149 470 277 556</box>
sole-agents: Sole Agents for N.Z. RENNET COMPANY. <box>29 132 123 150</box>
harrop-heading: E. H. HARROP <box>182 1218 244 1229</box>
economic-text: FOR MEN'S CLOTHING, OVERCOATS, HATS, CAPS, SHIRTS, TIES <box>151 1198 275 1215</box>
union-text: From Wellington, via Rarotonga, Tahiti and San Francisco. Excursions to Honolulu. Particulars on application. <box>150 129 276 155</box>
bargains-heading: A FEW OF OUR BARGAINS IN HOUSES. <box>25 1015 127 1033</box>
